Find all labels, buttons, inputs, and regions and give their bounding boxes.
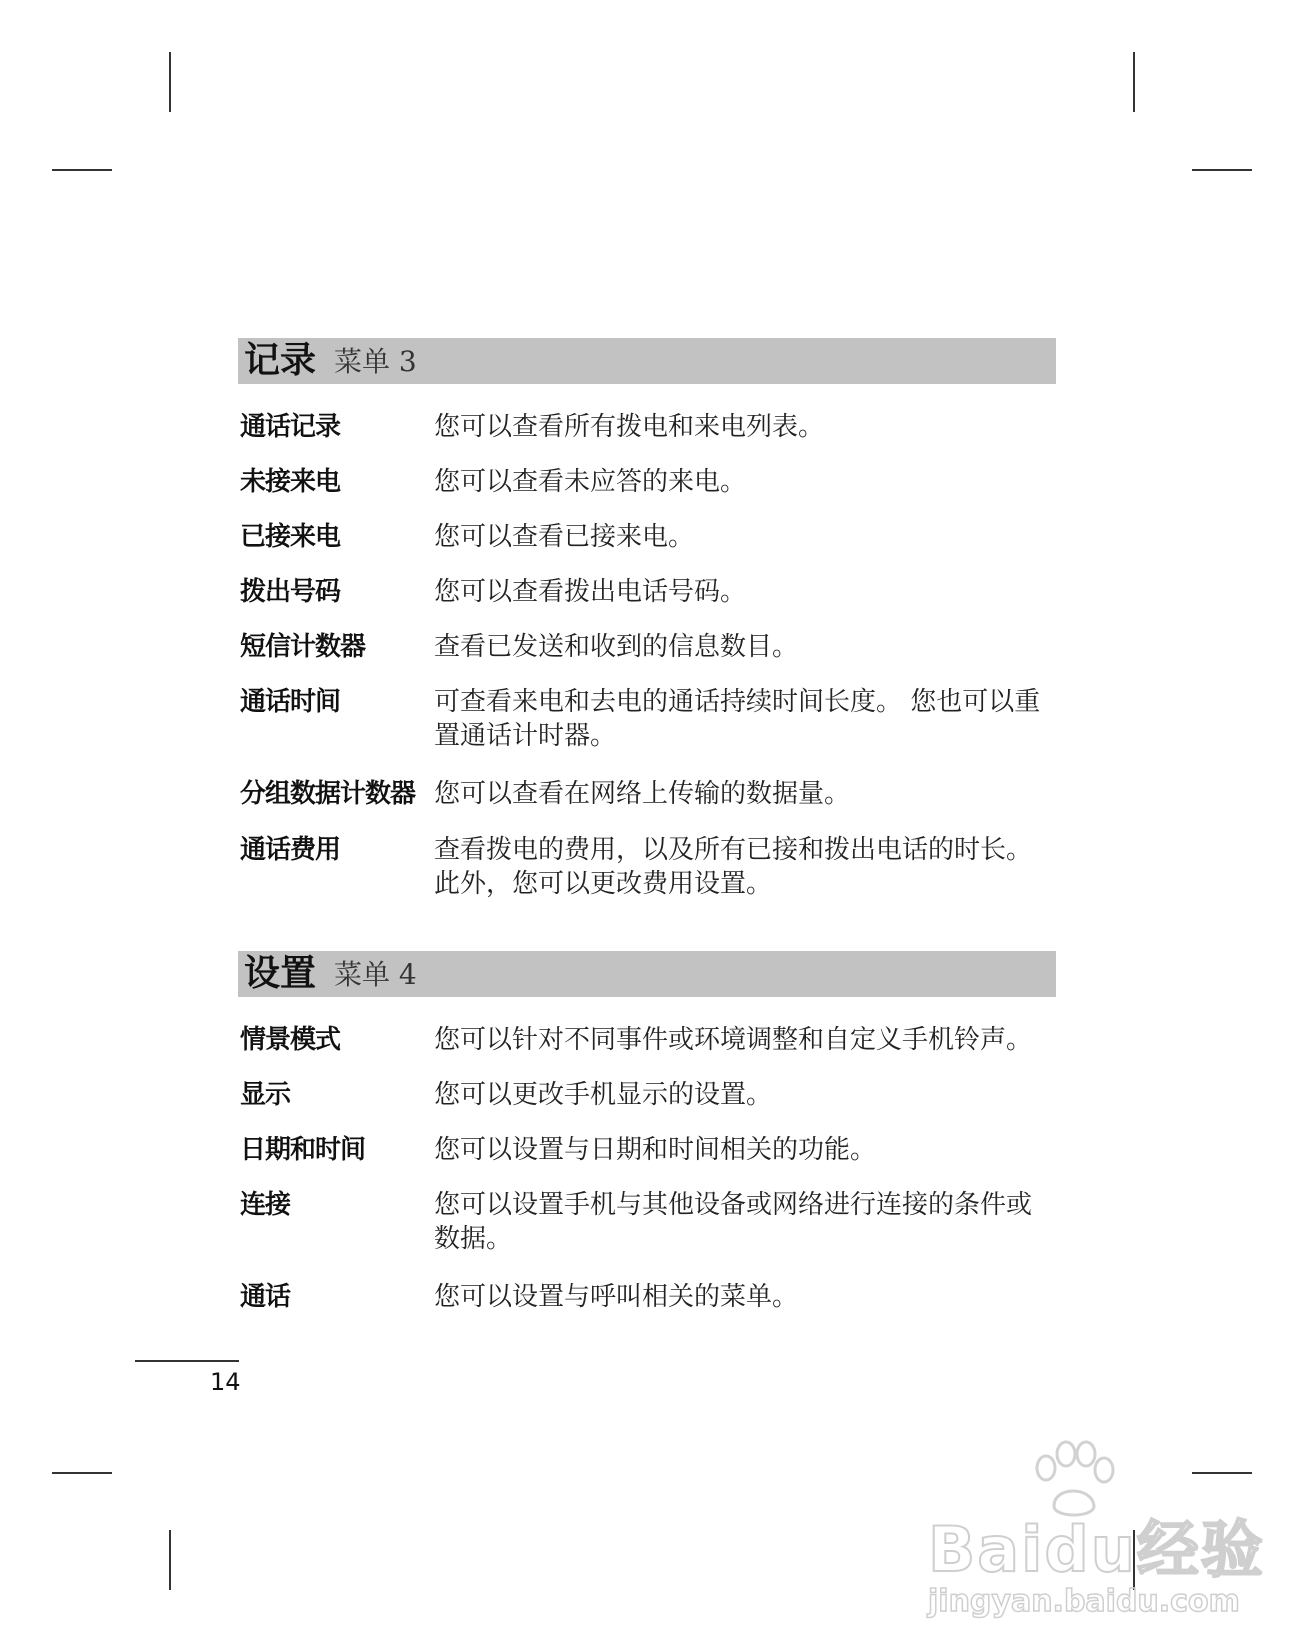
item-term: 通话记录 — [240, 412, 341, 442]
item-term: 分组数据计数器 — [240, 779, 416, 809]
section-header-records — [238, 338, 1056, 384]
item-term: 已接来电 — [240, 522, 341, 552]
item-term: 拨出号码 — [240, 577, 341, 607]
section-header-settings — [238, 951, 1056, 997]
item-description: 您可以设置与日期和时间相关的功能。 — [434, 1135, 877, 1165]
item-term: 连接 — [240, 1190, 291, 1220]
item-description: 查看已发送和收到的信息数目。 — [434, 632, 799, 662]
section-title: 设置 — [244, 953, 317, 994]
item-term: 通话时间 — [240, 687, 341, 717]
item-term: 未接来电 — [240, 467, 341, 497]
item-description: 可查看来电和去电的通话持续时间长度。 您也可以重置通话计时器。 — [434, 687, 1041, 751]
watermark-logo — [928, 1440, 1265, 1630]
crop-mark — [1133, 52, 1135, 112]
item-description: 您可以查看在网络上传输的数据量。 — [434, 779, 851, 809]
item-description: 您可以查看未应答的来电。 — [434, 467, 747, 497]
item-description: 您可以查看拨出电话号码。 — [434, 577, 747, 607]
watermark-brand: Baidu经验 — [928, 1513, 1265, 1586]
item-description: 查看拨电的费用，以及所有已接和拨出电话的时长。此外，您可以更改费用设置。 — [434, 835, 1033, 899]
item-description: 您可以针对不同事件或环境调整和自定义手机铃声。 — [434, 1025, 1033, 1055]
item-term: 情景模式 — [240, 1025, 341, 1055]
crop-mark — [52, 169, 112, 171]
item-term: 通话 — [240, 1282, 291, 1312]
item-description: 您可以查看所有拨电和来电列表。 — [434, 412, 825, 442]
page-number: 14 — [210, 1368, 241, 1396]
item-term: 日期和时间 — [240, 1135, 366, 1165]
crop-mark — [169, 52, 171, 112]
item-description: 您可以更改手机显示的设置。 — [434, 1080, 773, 1110]
item-description: 您可以设置手机与其他设备或网络进行连接的条件或数据。 — [434, 1190, 1033, 1254]
item-term: 短信计数器 — [240, 632, 366, 662]
page-number-rule — [135, 1360, 239, 1362]
section-title: 记录 — [244, 340, 317, 381]
crop-mark — [52, 1472, 112, 1474]
item-description: 您可以设置与呼叫相关的菜单。 — [434, 1282, 799, 1312]
section-menu-number: 菜单 3 — [334, 345, 417, 378]
item-term: 通话费用 — [240, 835, 341, 865]
item-term: 显示 — [240, 1080, 291, 1110]
crop-mark — [1192, 169, 1252, 171]
item-description: 您可以查看已接来电。 — [434, 522, 695, 552]
crop-mark — [169, 1530, 171, 1590]
watermark-url: jingyan.baidu.com — [928, 1584, 1240, 1619]
section-menu-number: 菜单 4 — [334, 958, 417, 991]
